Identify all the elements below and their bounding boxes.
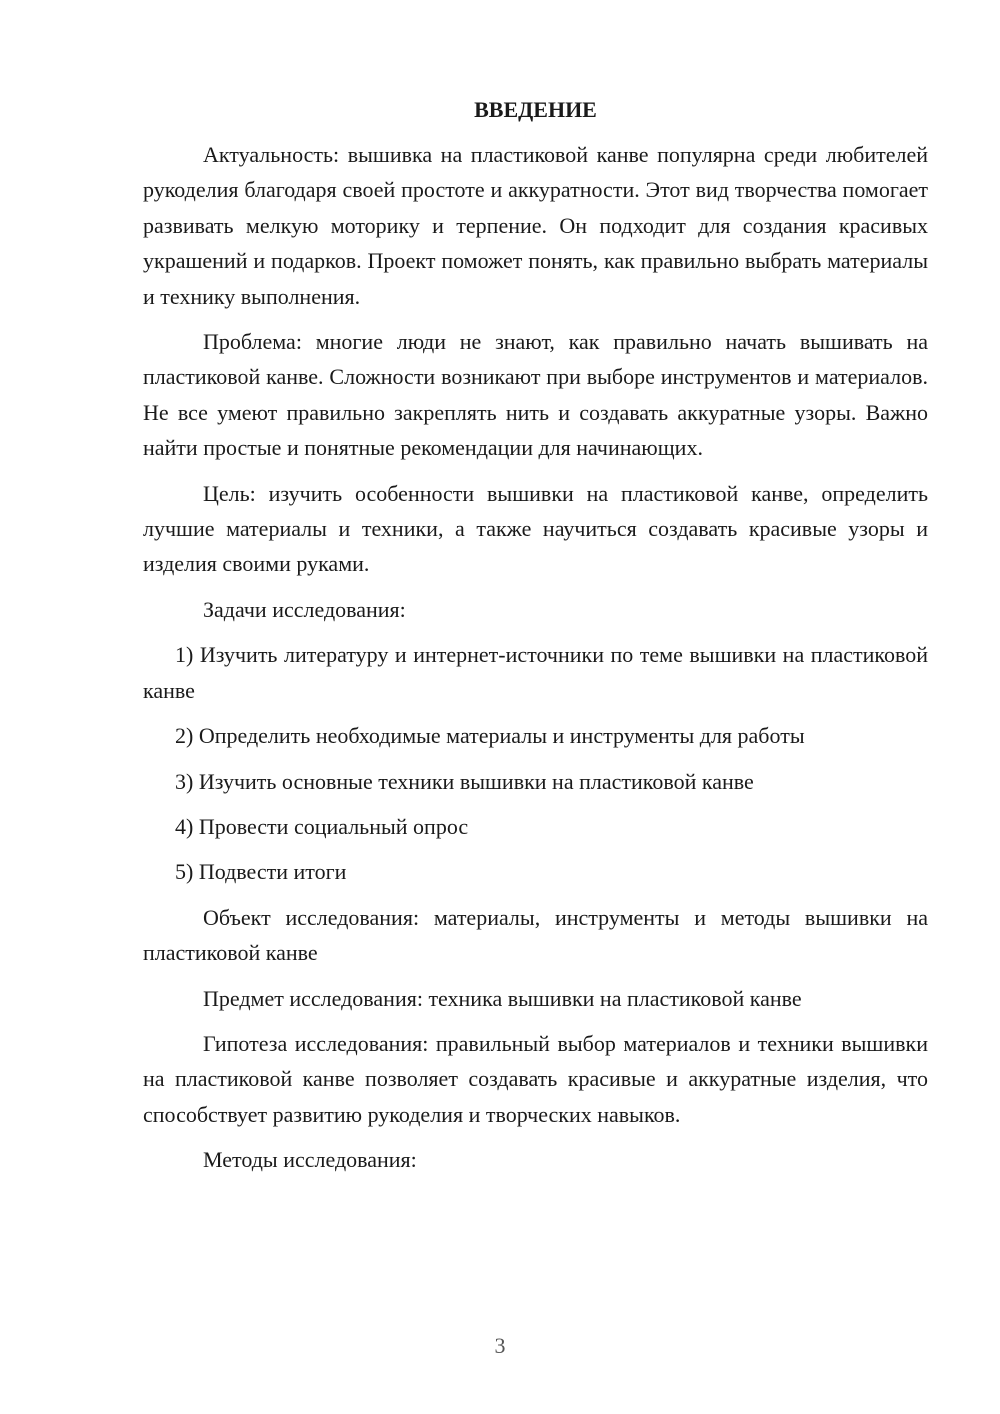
methods-heading: Методы исследования: <box>203 1147 417 1173</box>
list-item: 3) Изучить основные техники вышивки на пластиковой канве <box>175 768 754 794</box>
document-page <box>143 92 928 1188</box>
object-paragraph: Объект исследования: материалы, инструменты и методы вышивки на пластиковой канве <box>143 904 928 966</box>
tasks-list <box>143 637 928 889</box>
problem-paragraph: Проблема: многие люди не знают, как правильно начать вышивать на пластиковой канве. Сложности возникают при выборе инструментов и материалов. Не все умеют правильно закреплять нить и создавать аккуратные узоры. Важно найти простые и понятные рекомендации для начинающих. <box>143 329 928 461</box>
relevance-paragraph: Актуальность: вышивка на пластиковой канве популярна среди любителей рукоделия благодаря своей простоте и аккуратности. Этот вид творчества помогает развивать мелкую моторику и терпение. Он подходит для создания красивых украшений и подарков. Проект поможет понять, как правильно выбрать материалы и технику выполнения. <box>143 142 928 309</box>
page-number: 3 <box>494 1333 506 1358</box>
tasks-heading: Задачи исследования: <box>203 596 406 622</box>
list-item: 2) Определить необходимые материалы и инструменты для работы <box>175 723 805 749</box>
subject-paragraph: Предмет исследования: техника вышивки на пластиковой канве <box>203 985 802 1011</box>
list-item: 1) Изучить литературу и интернет-источники по теме вышивки на пластиковой канве <box>143 642 928 703</box>
hypothesis-paragraph: Гипотеза исследования: правильный выбор материалов и техники вышивки на пластиковой канве позволяет создавать красивые и аккуратные изделия, что способствует развитию рукоделия и творческих навыков. <box>143 1030 928 1127</box>
section-title: ВВЕДЕНИЕ <box>474 97 597 122</box>
goal-paragraph: Цель: изучить особенности вышивки на пластиковой канве, определить лучшие материалы и техники, а также научиться создавать красивые узоры и изделия своими руками. <box>143 480 928 577</box>
list-item: 5) Подвести итоги <box>175 859 347 885</box>
list-item: 4) Провести социальный опрос <box>175 813 469 839</box>
